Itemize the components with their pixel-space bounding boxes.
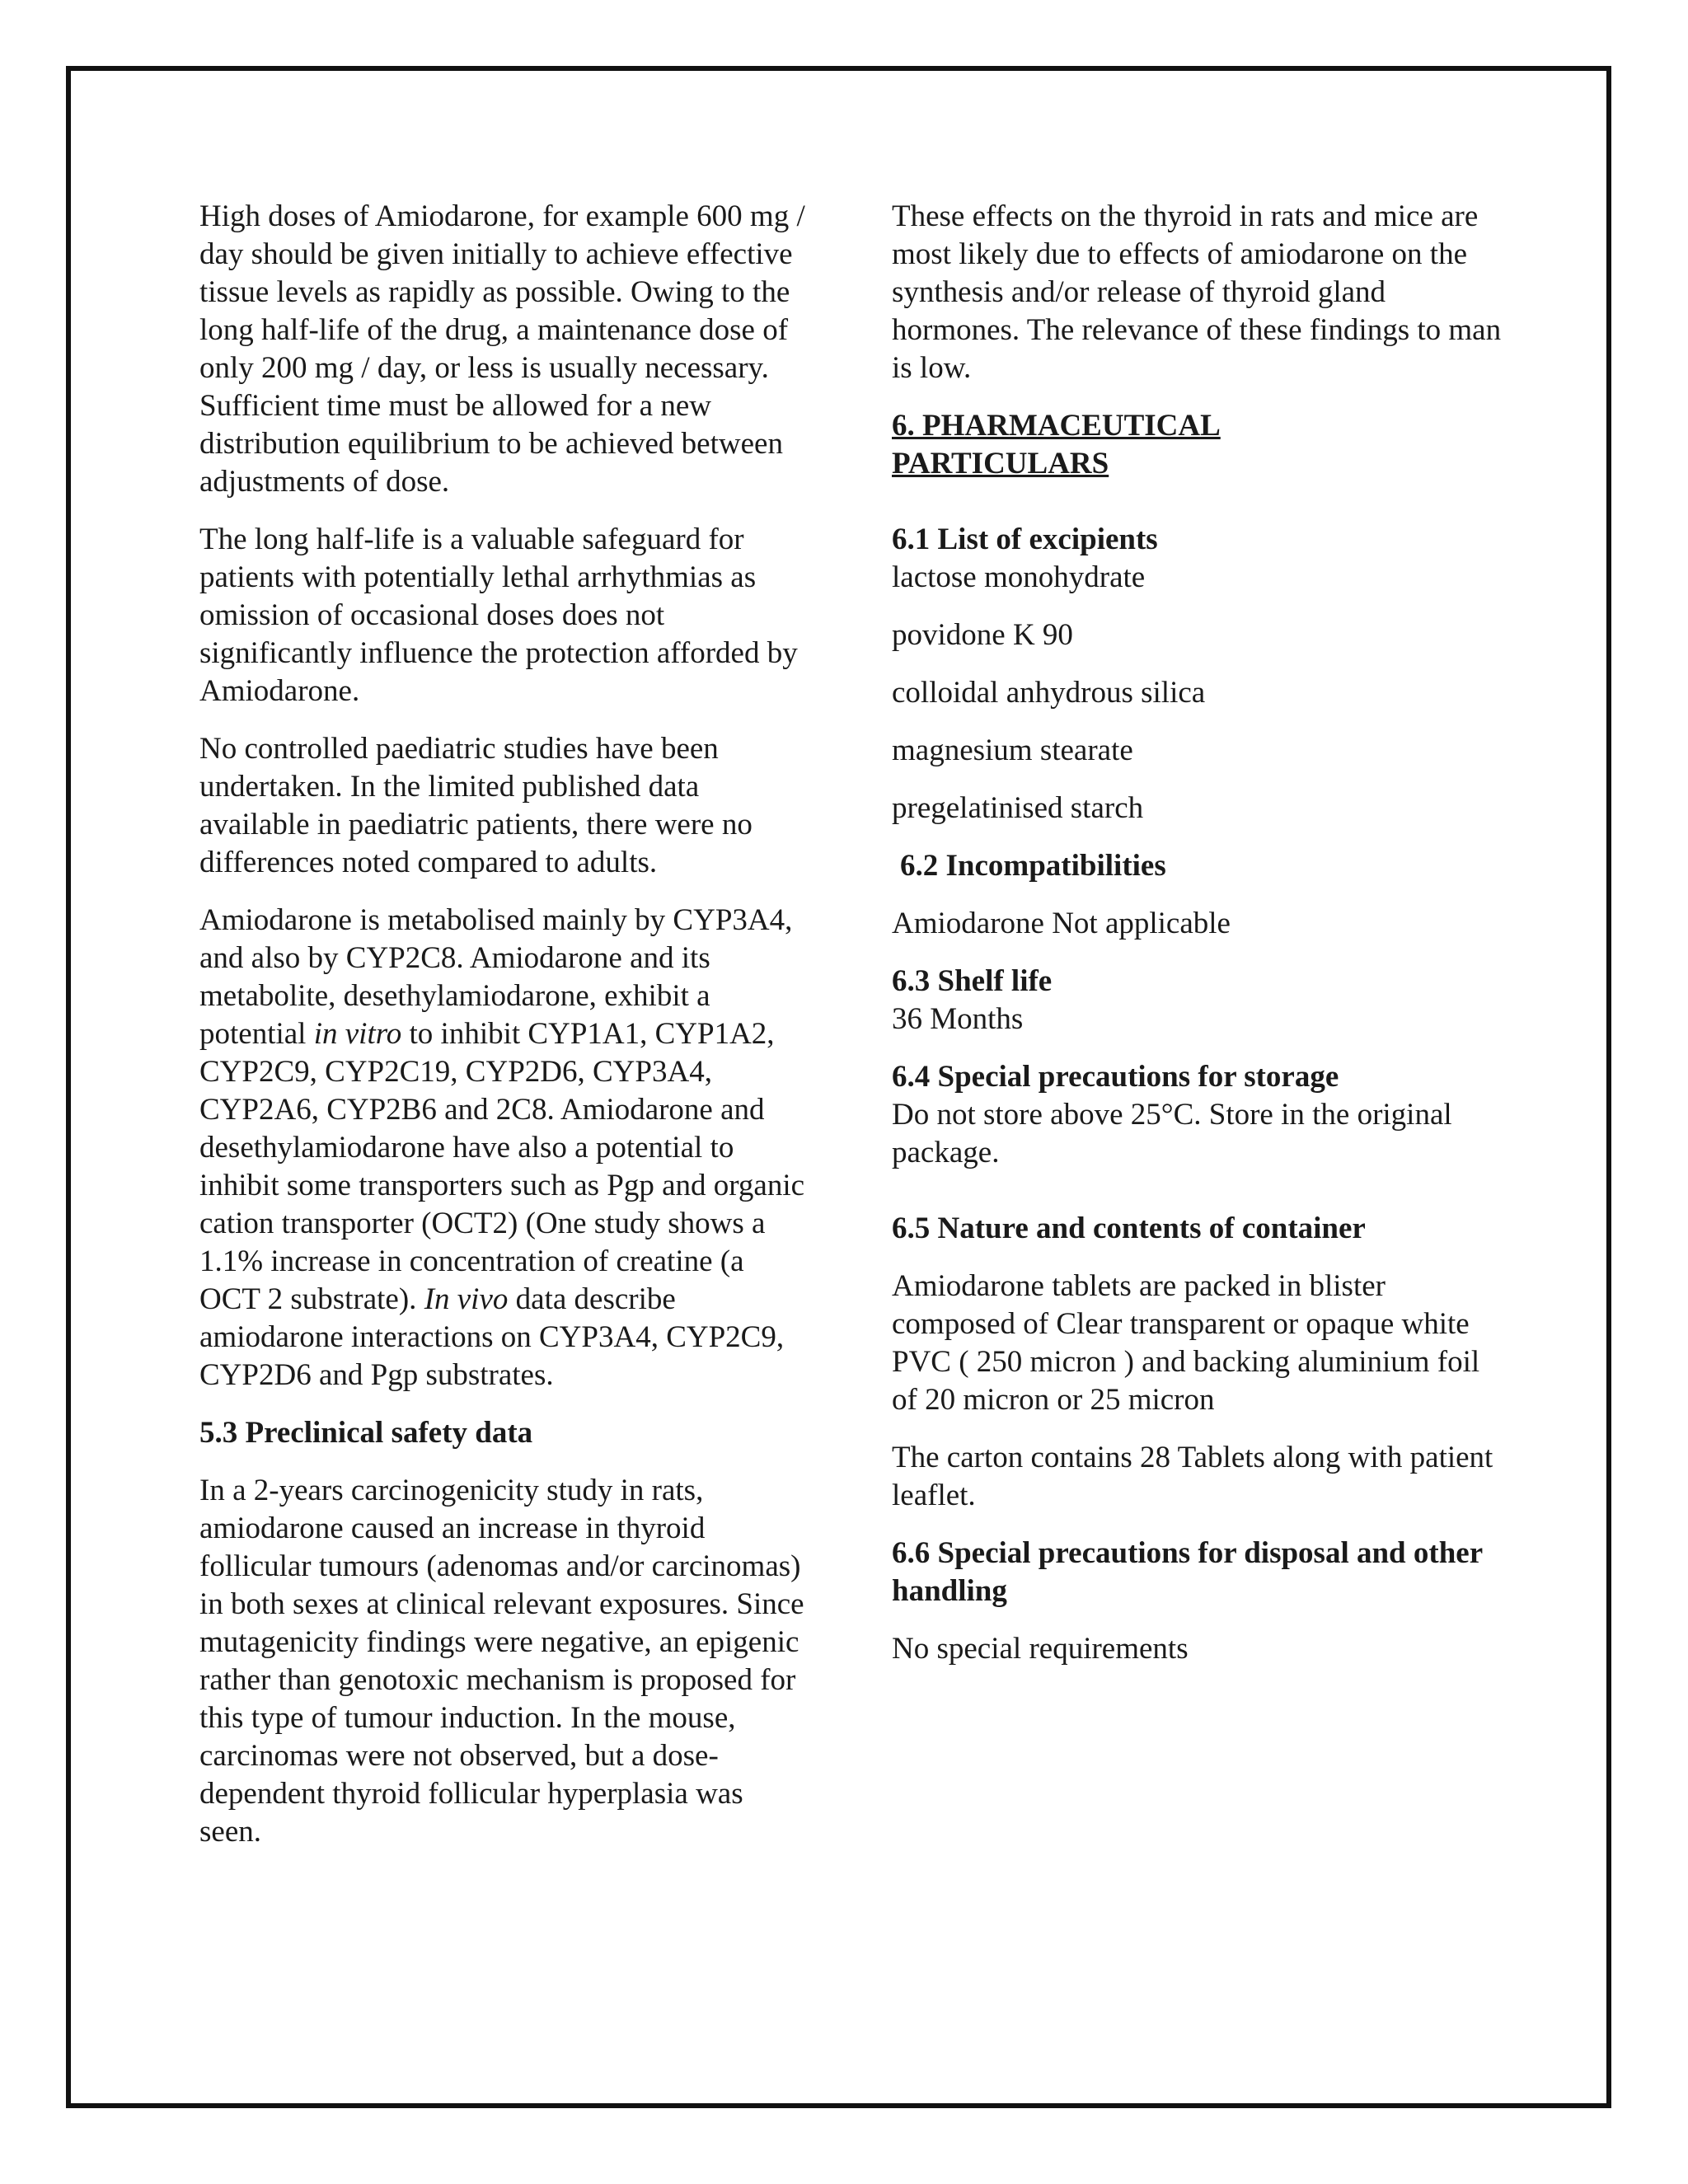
section-6-3-heading: 6.3 Shelf life [892, 964, 1053, 998]
section-6-4-heading: 6.4 Special precautions for storage [892, 1060, 1339, 1094]
section-6-1-heading: 6.1 List of excipients [892, 523, 1158, 556]
shelf-life-text: 36 Months [892, 1002, 1024, 1036]
paediatric-paragraph: No controlled paediatric studies have been undertaken. In the limited published data available in paediatric patients, there were no differences noted compared to adults. [199, 732, 753, 879]
section-6-5-heading: 6.5 Nature and contents of container [892, 1212, 1366, 1245]
excipient-item: colloidal anhydrous silica [892, 676, 1206, 710]
section-5-3-heading: 5.3 Preclinical safety data [199, 1416, 533, 1450]
disposal-text: No special requirements [892, 1632, 1189, 1666]
section-6-heading-line-1: 6. PHARMACEUTICAL [892, 409, 1221, 443]
carcinogenicity-paragraph: In a 2-years carcinogenicity study in rats, amiodarone caused an increase in thyroid follicular tumours (adenomas and/or carcinomas) in both sexes at clinical relevant exposures. Since mutagenicity findings were negative, an epigenic rather than genotoxic mechanism is proposed for this type of tumour induction. In the mouse, carcinomas were not observed, but a dose-dependent thyroid follicular hyperplasia was seen. [199, 1474, 804, 1849]
storage-text: Do not store above 25°C. Store in the original package. [892, 1098, 1452, 1169]
excipient-item: magnesium stearate [892, 733, 1133, 767]
section-6-6-heading: 6.6 Special precautions for disposal and other handling [892, 1536, 1483, 1608]
right-column [892, 198, 1502, 1688]
metabolism-text-1: Amiodarone is metabolised mainly by CYP3A4, and also by CYP2C8. Amiodarone and its metabolite, desethylamiodarone, exhibit a potential [199, 903, 793, 1051]
carton-text: The carton contains 28 Tablets along with patient leaflet. [892, 1441, 1493, 1512]
section-6-heading-line-2: PARTICULARS [892, 447, 1109, 480]
in-vivo-italic: In vivo [424, 1282, 509, 1316]
metabolism-paragraph [199, 902, 809, 1394]
metabolism-text-3: data describe amiodarone interactions on CYP3A4, CYP2C9, CYP2D6 and Pgp substrates. [199, 1282, 785, 1392]
dosage-paragraph: High doses of Amiodarone, for example 600 mg / day should be given initially to achieve effective tissue levels as rapidly as possible. Owing to the long half-life of the drug, a maintenance dose of only 200 mg / day, or less is usually necessary. Sufficient time must be allowed for a new distribution equilibrium to be achieved between adjustments of dose. [199, 199, 805, 499]
metabolism-text-2: to inhibit CYP1A1, CYP1A2, CYP2C9, CYP2C19, CYP2D6, CYP3A4, CYP2A6, CYP2B6 and 2C8. Amiodarone and desethylamiodarone have also a potential to inhibit some transporters such as Pgp and organic cation transporter (OCT2) (One study shows a 1.1% increase in concentration of creatine (a OCT 2 substrate). [199, 1017, 805, 1316]
thyroid-effects-paragraph: These effects on the thyroid in rats and mice are most likely due to effects of amiodarone on the synthesis and/or release of thyroid gland hormones. The relevance of these findings to man is low. [892, 199, 1502, 385]
section-6-2-heading: 6.2 Incompatibilities [900, 849, 1166, 883]
excipient-item: pregelatinised starch [892, 791, 1144, 825]
incompatibilities-text: Amiodarone Not applicable [892, 907, 1231, 940]
in-vitro-italic: in vitro [313, 1017, 402, 1051]
excipient-item: lactose monohydrate [892, 560, 1146, 594]
excipient-item: povidone K 90 [892, 618, 1073, 652]
container-text: Amiodarone tablets are packed in blister composed of Clear transparent or opaque white PVC ( 250 micron ) and backing aluminium foil of 20 micron or 25 micron [892, 1269, 1480, 1417]
left-column [199, 198, 809, 1871]
section-6-heading [892, 407, 1502, 483]
half-life-paragraph: The long half-life is a valuable safeguard for patients with potentially lethal arrhythmias as omission of occasional doses does not significantly influence the protection afforded by Amiodarone. [199, 523, 798, 708]
